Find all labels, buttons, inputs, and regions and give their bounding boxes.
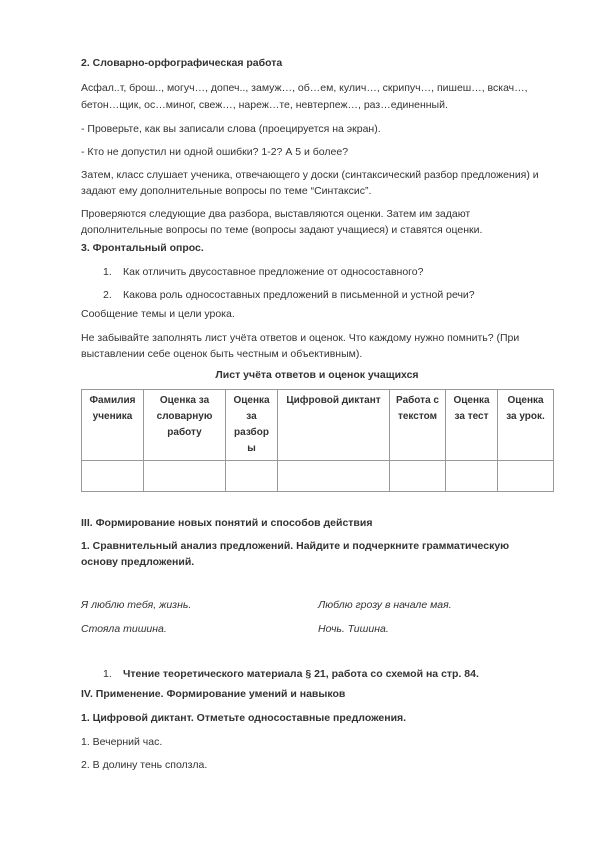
list-item-number: 1. (103, 266, 112, 278)
table-cell[interactable] (226, 461, 278, 492)
table-cell[interactable] (278, 461, 390, 492)
topic-line: Сообщение темы и цели урока. (81, 308, 235, 320)
table-cell[interactable] (498, 461, 554, 492)
header-test-grade: Оценка за тест (446, 390, 498, 461)
list-item (103, 264, 423, 280)
table-header-row (82, 390, 554, 461)
example-sentence: Стояла тишина. (81, 623, 167, 635)
header-parsing-grade: Оценка за разбор ы (226, 390, 278, 461)
analysis-task-line-1: 1. Сравнительный анализ предложений. Найдите и подчеркните грамматическую (81, 540, 510, 552)
paragraph-2-line-2: дополнительные вопросы по теме (вопросы задают учащиеся) и ставятся оценки. (81, 224, 483, 236)
header-digital-dictation: Цифровой диктант (278, 390, 390, 461)
example-sentence: Я люблю тебя, жизнь. (81, 599, 192, 611)
note-line-1: Не забывайте заполнять лист учёта ответов и оценок. Что каждому нужно помнить? (При (81, 332, 520, 344)
header-vocab-grade: Оценка за словарную работу (144, 390, 226, 461)
reading-task-number: 1. (103, 668, 112, 680)
question-errors: - Кто не допустил ни одной ошибки? 1-2? А 5 и более? (81, 146, 349, 158)
words-line-1: Асфал..т, брош.., могуч…, допеч.., замуж…, об…ем, кулич…, скрипуч…, пишеш…, вскач…, (81, 82, 528, 94)
paragraph-2-line-1: Проверяются следующие два разбора, выставляются оценки. Затем им задают (81, 208, 471, 220)
words-line-2: бетон…щик, ос…миног, свеж…, нареж…те, невтерпеж…, раз…единенный. (81, 99, 448, 111)
dictation-sentence-1: 1. Вечерний час. (81, 736, 163, 748)
list-item (103, 287, 475, 303)
question-check: - Проверьте, как вы записали слова (проецируется на экран). (81, 123, 381, 135)
analysis-task-line-2: основу предложений. (81, 556, 195, 568)
example-sentence: Люблю грозу в начале мая. (318, 599, 452, 611)
list-item-number: 2. (103, 289, 112, 301)
table-title: Лист учёта ответов и оценок учащихся (215, 369, 419, 381)
section-iv-heading: IV. Применение. Формирование умений и навыков (81, 688, 346, 700)
list-item-text: Какова роль односоставных предложений в письменной и устной речи? (123, 289, 475, 301)
reading-task-text: Чтение теоретического материала § 21, работа со схемой на стр. 84. (123, 668, 479, 680)
note-line-2: выставлении себе оценок быть честным и объективным). (81, 348, 363, 360)
table-row (82, 461, 554, 492)
header-lesson-grade: Оценка за урок. (498, 390, 554, 461)
table-cell[interactable] (144, 461, 226, 492)
table-cell[interactable] (446, 461, 498, 492)
table-cell[interactable] (82, 461, 144, 492)
paragraph-1-line-2: задают ему дополнительные вопросы по теме “Синтаксис”. (81, 185, 372, 197)
header-surname: Фамилия ученика (82, 390, 144, 461)
section-3-heading: 3. Фронтальный опрос. (81, 242, 204, 254)
example-sentence: Ночь. Тишина. (318, 623, 389, 635)
table-cell[interactable] (390, 461, 446, 492)
paragraph-1-line-1: Затем, класс слушает ученика, отвечающего у доски (синтаксический разбор предложения) и (81, 169, 539, 181)
reading-task (103, 666, 479, 682)
dictation-task: 1. Цифровой диктант. Отметьте односоставные предложения. (81, 712, 407, 724)
answers-table (81, 389, 554, 492)
section-2-heading: 2. Словарно-орфографическая работа (81, 57, 283, 69)
dictation-sentence-2: 2. В долину тень сползла. (81, 759, 208, 771)
section-iii-heading: III. Формирование новых понятий и способов действия (81, 517, 373, 529)
list-item-text: Как отличить двусоставное предложение от односоставного? (123, 266, 424, 278)
header-text-work: Работа с текстом (390, 390, 446, 461)
